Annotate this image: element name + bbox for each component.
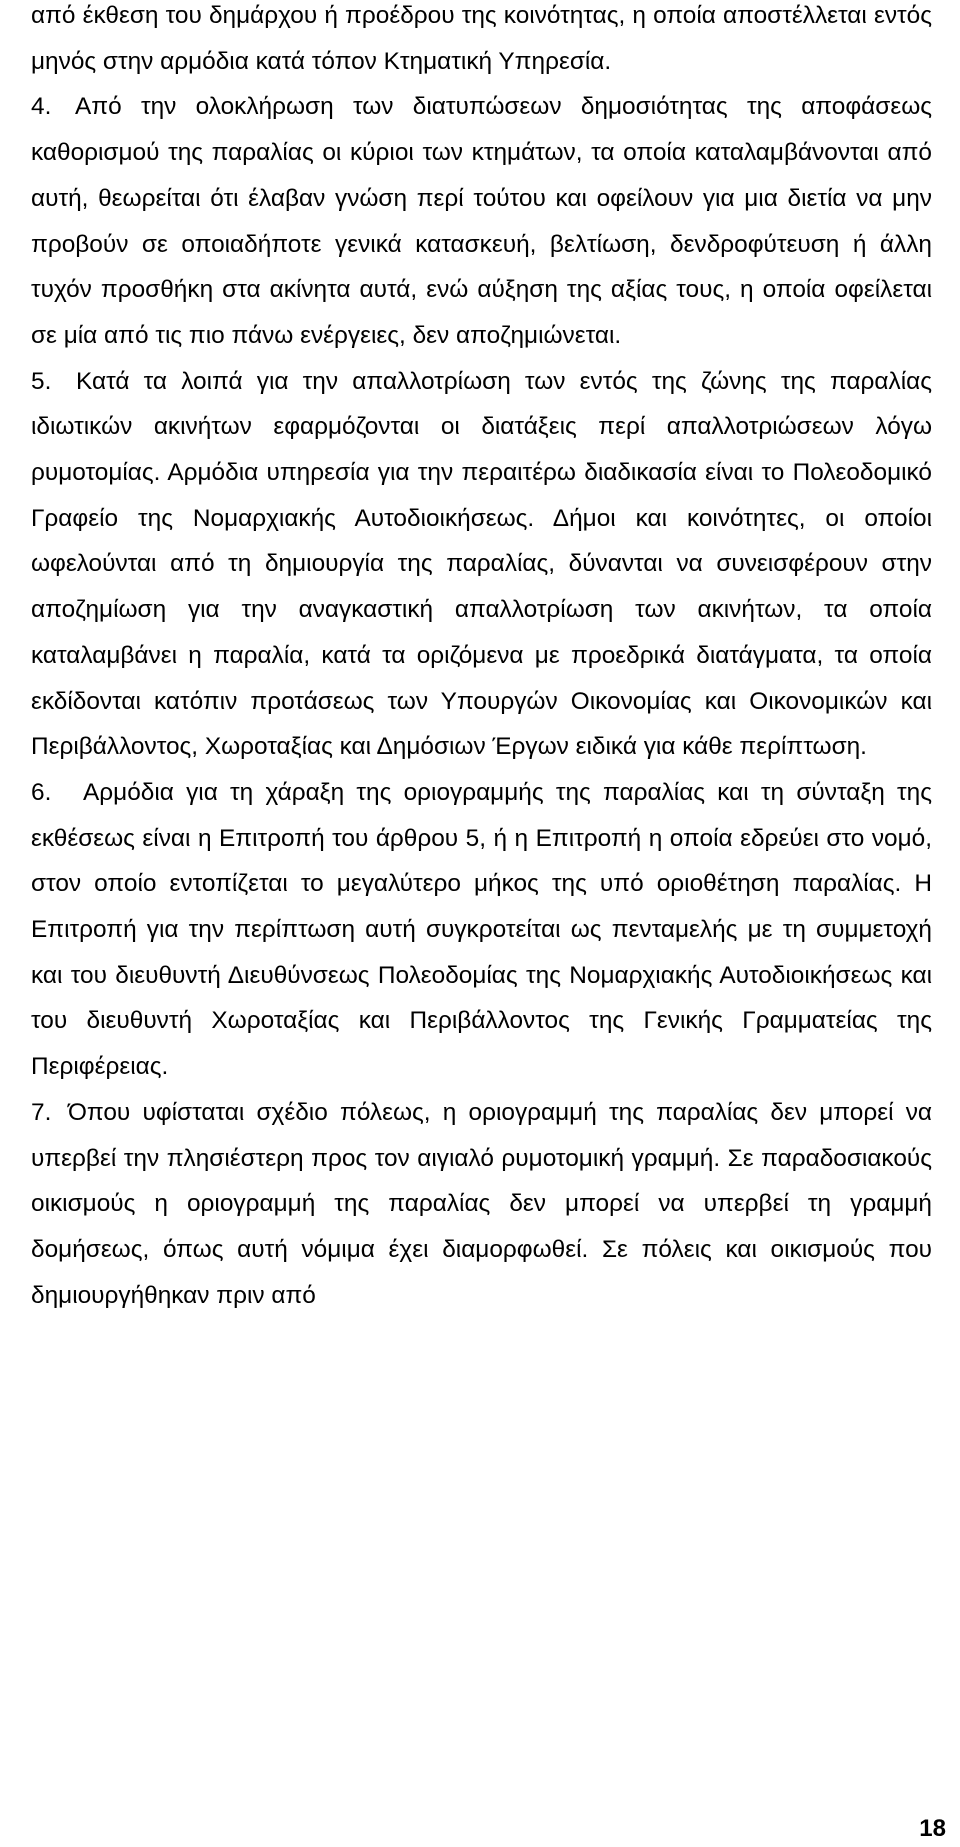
paragraph-number: 4. [31, 93, 52, 121]
paragraph-number: 7. [31, 1098, 52, 1126]
paragraph-continuation [31, 0, 932, 84]
paragraph-text: Όπου υφίσταται σχέδιο πόλεως, η οριογραμμή της παραλίας δεν μπορεί να υπερβεί την πλησιέστερη προς τον αιγιαλό ρυμοτομική γραμμή. Σε παραδοσιακούς οικισμούς η οριογραμμή της παραλίας δεν μπορεί να υπερβεί τη γραμμή δομήσεως, όπως αυτή νόμιμα έχει διαμορφωθεί. Σε πόλεις και οικισμούς που δημιουργήθηκαν πριν από [31, 1098, 932, 1309]
document-body [31, 0, 932, 1318]
paragraph-6 [31, 770, 932, 1090]
paragraph-number: 6. [31, 778, 52, 806]
paragraph-text: από έκθεση του δημάρχου ή προέδρου της κοινότητας, η οποία αποστέλλεται εντός μηνός στην αρμόδια κατά τόπον Κτηματική Υπηρεσία. [31, 2, 932, 75]
paragraph-text: Από την ολοκλήρωση των διατυπώσεων δημοσιότητας της αποφάσεως καθορισμού της παραλίας οι κύριοι των κτημάτων, τα οποία καταλαμβάνονται από αυτή, θεωρείται ότι έλαβαν γνώση περί τούτου και οφείλουν για μια διετία να μην προβούν σε οποιαδήποτε γενικά κατασκευή, βελτίωση, δενδροφύτευση ή άλλη τυχόν προσθήκη στα ακίνητα αυτά, ενώ αύξηση της αξίας τους, η οποία οφείλεται σε μία από τις πιο πάνω ενέργειες, δεν αποζημιώνεται. [31, 93, 932, 349]
paragraph-text: Αρμόδια για τη χάραξη της οριογραμμής της παραλίας και τη σύνταξη της εκθέσεως είναι η Επιτροπή του άρθρου 5, ή η Επιτροπή η οποία εδρεύει στο νομό, στον οποίο εντοπίζεται το μεγαλύτερο μήκος της υπό οριοθέτηση παραλίας. Η Επιτροπή για την περίπτωση αυτή συγκροτείται ως πενταμελής με τη συμμετοχή και του διευθυντή Διευθύνσεως Πολεοδομίας της Νομαρχιακής Αυτοδιοικήσεως και του διευθυντή Χωροταξίας και Περιβάλλοντος της Γενικής Γραμματείας της Περιφέρειας. [31, 778, 932, 1081]
paragraph-4 [31, 84, 932, 358]
paragraph-number: 5. [31, 367, 52, 395]
paragraph-7 [31, 1090, 932, 1319]
paragraph-text: Κατά τα λοιπά για την απαλλοτρίωση των εντός της ζώνης της παραλίας ιδιωτικών ακινήτων εφαρμόζονται οι διατάξεις περί απαλλοτριώσεων λόγω ρυμοτομίας. Αρμόδια υπηρεσία για την περαιτέρω διαδικασία είναι το Πολεοδομικό Γραφείο της Νομαρχιακής Αυτοδιοικήσεως. Δήμοι και κοινότητες, οι οποίοι ωφελούνται από τη δημιουργία της παραλίας, δύνανται να συνεισφέρουν στην αποζημίωση για την αναγκαστική απαλλοτρίωση των ακινήτων, τα οποία καταλαμβάνει η παραλία, κατά τα οριζόμενα με προεδρικά διατάγματα, τα οποία εκδίδονται κατόπιν προτάσεως των Υπουργών Οικονομίας και Οικονομικών και Περιβάλλοντος, Χωροταξίας και Δημόσιων Έργων ειδικά για κάθε περίπτωση. [31, 367, 932, 761]
page-number: 18 [919, 1815, 946, 1842]
paragraph-5 [31, 359, 932, 770]
